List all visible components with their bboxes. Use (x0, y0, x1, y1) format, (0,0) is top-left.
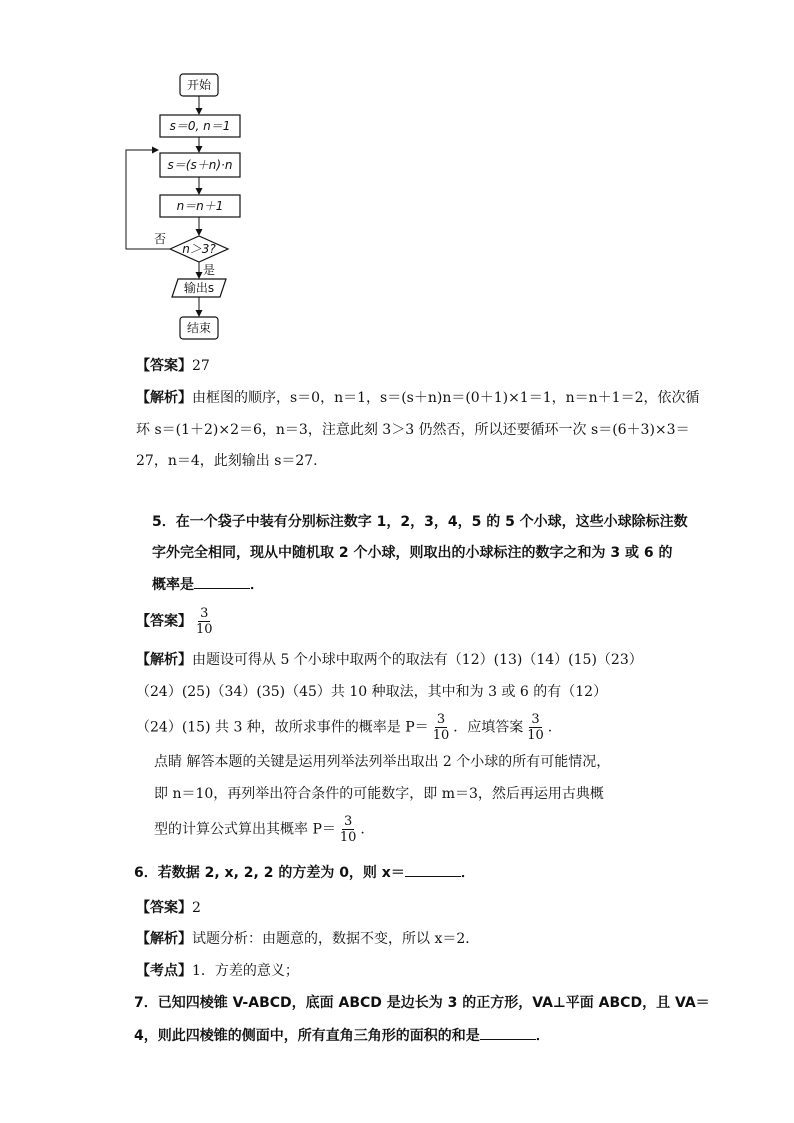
q6-answer-tag: 【答案】 (136, 900, 192, 916)
q5-note-line-2: 即 n＝10，再列举出符合条件的可能数字，即 m＝3，然后再运用古典概 (154, 786, 604, 802)
q4-answer-tag: 【答案】 (136, 358, 192, 374)
q5-note-fraction (338, 814, 359, 845)
q7-stem-line-2 (134, 1025, 550, 1046)
q5-fill-denominator: 10 (527, 728, 544, 743)
flowchart-diagram (110, 66, 300, 346)
flow-decision-label: n＞3? (182, 242, 216, 256)
flow-yes-label: 是 (203, 263, 216, 277)
flow-end-label: 结束 (186, 321, 212, 335)
q5-answer-numerator: 3 (200, 606, 209, 621)
q5-note-denominator: 10 (339, 830, 357, 845)
q4-analysis-text-1: 由框图的顺序，s＝0，n＝1，s＝(s＋n)n＝(0＋1)×1＝1，n＝n＋1＝2，依次循 (192, 390, 700, 406)
q4-analysis-line-2: 环 s＝(1＋2)×2＝6，n＝3，注意此刻 3＞3 仍然否，所以还要循环一次 s＝(6＋3)×3＝ (136, 422, 690, 438)
q5-prob-denominator: 10 (432, 728, 450, 743)
q5-analysis-line-3 (136, 712, 552, 743)
q5-note-line-1: 点睛 解答本题的关键是运用列举法列举出取出 2 个小球的所有可能情况， (154, 754, 611, 770)
q6-analysis-tag: 【解析】 (136, 931, 192, 947)
flow-no-label: 否 (154, 232, 167, 246)
q4-analysis-tag: 【解析】 (136, 390, 192, 406)
q5-prob-numerator: 3 (436, 712, 446, 727)
q6-topic-text: 1．方差的意义； (192, 963, 299, 979)
q5-answer-fraction (194, 606, 215, 637)
q5-analysis-line-1 (136, 650, 643, 670)
q5-note-text-3: 型的计算公式算出其概率 P＝ (154, 821, 336, 838)
q5-stem-end: ． (250, 577, 264, 593)
q6-answer-value: 2 (192, 900, 201, 916)
q5-answer-line (136, 606, 217, 637)
q6-stem-text: 6．若数据 2, x, 2, 2 的方差为 0，则 x＝ (134, 865, 405, 881)
q5-note-numerator: 3 (344, 814, 353, 829)
q7-answer-blank (480, 1025, 536, 1040)
q6-stem-line (134, 862, 475, 883)
q5-answer-tag: 【答案】 (136, 613, 192, 630)
q5-analysis-line-2: （24）(25)（34）(35)（45）共 10 种取法，其中和为 3 或 6 的有（12） (136, 684, 608, 700)
q4-analysis-line-3: 27，n＝4，此刻输出 s＝27. (136, 453, 318, 469)
q5-prob-fraction (431, 712, 452, 743)
flow-init-label: s＝0, n＝1 (169, 119, 231, 133)
q5-fill-numerator: 3 (531, 712, 540, 727)
q6-stem-end: ． (460, 865, 475, 881)
q5-analysis-text-3: （24）(15) 共 3 种，故所求事件的概率是 P＝ (136, 719, 429, 736)
q5-analysis-fill-text: ．应填答案 (453, 719, 524, 736)
q5-stem-line-3 (152, 574, 264, 595)
q4-answer-line (136, 356, 210, 376)
flow-start-label: 开始 (186, 78, 212, 92)
q7-stem-text-2: 4，则此四棱锥的侧面中，所有直角三角形的面积的和是 (134, 1028, 480, 1044)
q5-analysis-tag: 【解析】 (136, 652, 192, 668)
q5-analysis-end: . (547, 719, 553, 736)
q6-topic-tag: 【考点】 (136, 963, 192, 979)
q5-note-end: . (360, 821, 365, 838)
q6-answer-blank (405, 862, 461, 877)
flow-update-n-label: n＝n＋1 (176, 199, 224, 213)
q5-stem-text: 概率是 (152, 577, 194, 593)
q7-stem-end: ． (535, 1028, 550, 1044)
q5-fill-fraction (525, 712, 546, 743)
q5-stem-line-1: 5．在一个袋子中装有分别标注数字 1，2，3，4，5 的 5 个小球，这些小球除标注数 (152, 514, 688, 530)
q6-analysis-text: 试题分析：由题意的，数据不变，所以 x＝2． (192, 931, 480, 947)
q5-answer-denominator: 10 (196, 622, 213, 637)
q5-stem-line-2: 字外完全相同，现从中随机取 2 个小球，则取出的小球标注的数字之和为 3 或 6 的 (152, 545, 673, 561)
q5-answer-blank (194, 574, 250, 589)
q6-analysis-line (136, 929, 479, 949)
q7-stem-line-1: 7．已知四棱锥 V-ABCD，底面 ABCD 是边长为 3 的正方形，VA⊥平面 ABCD，且 VA＝ (134, 995, 710, 1011)
q4-answer-value: 27 (192, 358, 210, 374)
q6-topic-line (136, 961, 299, 981)
flow-update-s-label: s＝(s＋n)·n (167, 158, 233, 172)
q5-analysis-text-1: 由题设可得从 5 个小球中取两个的取法有（12）(13)（14）(15)（23） (192, 652, 643, 668)
q4-analysis-line-1 (136, 388, 699, 408)
q6-answer-line (136, 898, 201, 918)
flow-output-label: 输出s (183, 281, 215, 295)
q5-note-line-3 (154, 814, 365, 845)
